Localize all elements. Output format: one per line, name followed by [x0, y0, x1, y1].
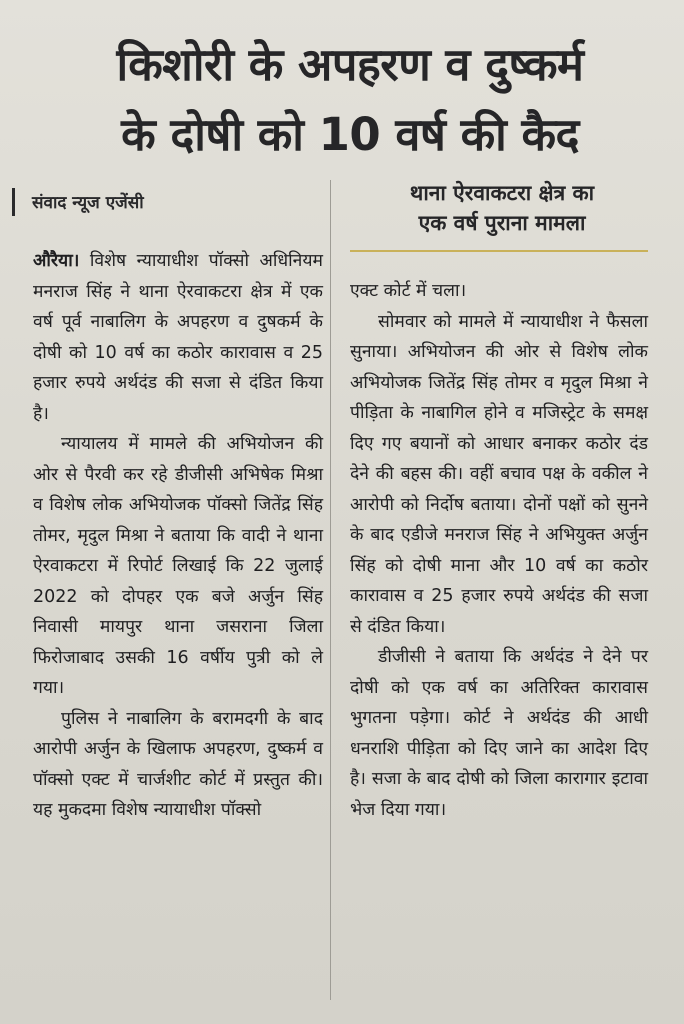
- article-paragraph: सोमवार को मामले में न्यायाधीश ने फैसला सुनाया। अभियोजन की ओर से विशेष लोक अभियोजक जितेंद्र सिंह तोमर व मृदुल मिश्रा ने पीड़िता के नाबागिल होने व मजिस्ट्रेट के समक्ष दिए गए बयानों को आधार बनाकर कठोर दंड देने की बहस की। वहीं बचाव पक्ष के वकील ने आरोपी को निर्दोष बताया। दोनों पक्षों को सुनने के बाद एडीजे मनराज सिंह ने अभियुक्त अर्जुन सिंह को दोषी माना और 10 वर्ष का कठोर कारावास व 25 हजार रुपये अर्थदंड की सजा से दंडित किया।: [350, 311, 648, 637]
- article-paragraph: पुलिस ने नाबालिग के बरामदगी के बाद आरोपी अर्जुन के खिलाफ अपहरण, दुष्कर्म व पॉक्सो एक्ट में चार्जशीट कोर्ट में प्रस्तुत की। यह मुकदमा विशेष न्यायाधीश पॉक्सो: [33, 708, 323, 820]
- headline-line-2: के दोषी को 10 वर्ष की कैद: [121, 108, 579, 161]
- article-paragraph: [33, 246, 323, 429]
- byline-marker: [12, 188, 23, 216]
- article-paragraph: एक्ट कोर्ट में चला।: [350, 281, 467, 301]
- article-paragraph: न्यायालय में मामले की अभियोजन की ओर से पैरवी कर रहे डीजीसी अभिषेक मिश्रा व विशेष लोक अभियोजक पॉक्सो जितेंद्र सिंह तोमर, मृदुल मिश्रा ने बताया कि वादी ने थाना ऐरवाकटरा में रिपोर्ट लिखाई कि 22 जुलाई 2022 को दोपहर एक बजे अर्जुन सिंह निवासी मायपुर थाना जसराना जिला फिरोजाबाद उसकी 16 वर्षीय पुत्री को ले गया।: [33, 434, 323, 698]
- article-text: विशेष न्यायाधीश पॉक्सो अधिनियम मनराज सिंह ने थाना ऐरवाकटरा क्षेत्र में एक वर्ष पूर्व नाबालिग के अपहरण व दुषकर्म के दोषी को 10 वर्ष का कठोर कारावास व 25 हजार रुपये अर्थदंड की सजा से दंडित किया है।: [33, 251, 323, 424]
- headline-line-1: किशोरी के अपहरण व दुष्कर्म: [116, 38, 584, 91]
- column-divider: [330, 180, 331, 1000]
- article-right-column: [350, 276, 648, 825]
- article-paragraph: डीजीसी ने बताया कि अर्थदंड ने देने पर दोषी को एक वर्ष का अतिरिक्त कारावास भुगतना पड़ेगा। कोर्ट ने अर्थदंड की आधी धनराशि पीड़िता को दिए जाने का आदेश दिए है। सजा के बाद दोषी को जिला कारागार इटावा भेज दिया गया।: [350, 647, 648, 820]
- subheadline-underline: [350, 250, 648, 252]
- byline: संवाद न्यूज एजेंसी: [32, 193, 144, 213]
- subheadline-line-1: थाना ऐरवाकटरा क्षेत्र का: [409, 181, 595, 205]
- headline: [30, 30, 670, 170]
- subheadline-line-2: एक वर्ष पुराना मामला: [418, 211, 586, 235]
- dateline: औरैया।: [33, 251, 80, 271]
- article-left-column: [33, 246, 323, 826]
- subheadline: [352, 178, 652, 238]
